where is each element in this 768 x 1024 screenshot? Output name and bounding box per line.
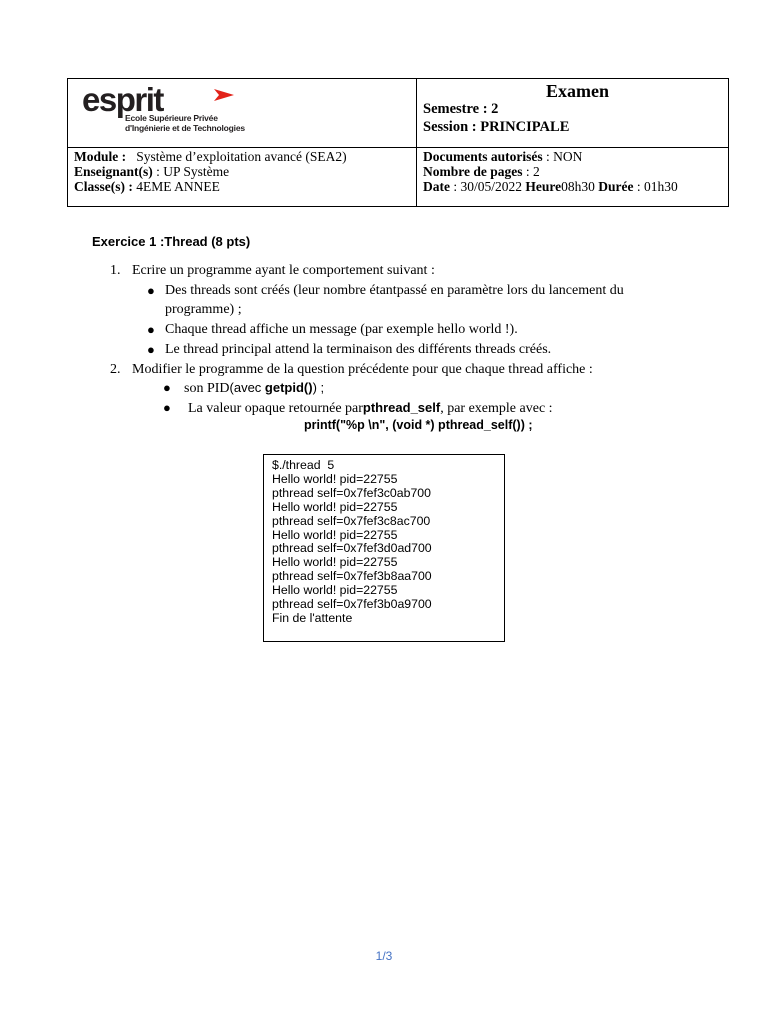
terminal-line: Fin de l'attente bbox=[272, 610, 353, 625]
enseignant-value: : UP Système bbox=[152, 164, 230, 179]
session-label: Session : PRINCIPALE bbox=[423, 119, 570, 135]
module-info-cell bbox=[68, 148, 417, 207]
enseignant-line bbox=[74, 164, 416, 179]
question-1-text: Ecrire un programme ayant le comportement suivant : bbox=[132, 263, 435, 278]
pages-label: Nombre de pages bbox=[423, 164, 523, 179]
documents-label: Documents autorisés bbox=[423, 149, 543, 164]
bullet-icon: ● bbox=[147, 342, 155, 357]
page-number: 1/3 bbox=[375, 949, 393, 963]
documents-line bbox=[423, 149, 728, 164]
getpid-text: getpid() bbox=[264, 380, 313, 395]
question-2-bullet-1 bbox=[184, 379, 324, 398]
terminal-line: pthread self=0x7fef3b0a9700 bbox=[272, 597, 432, 612]
bullet-icon: ● bbox=[163, 400, 171, 415]
logo-subtitle bbox=[125, 113, 245, 133]
logo-flag-icon bbox=[214, 89, 234, 101]
module-line bbox=[74, 149, 416, 164]
heure-label: Heure bbox=[525, 179, 562, 194]
heure-value: 08h30 bbox=[561, 179, 599, 194]
terminal-line: Hello world! pid=22755 bbox=[272, 499, 398, 514]
logo-subtitle-line-1: Ecole Supérieure Privée bbox=[125, 113, 218, 123]
module-label: Module : bbox=[74, 149, 127, 164]
semicolon-text: ) ; bbox=[312, 380, 325, 395]
terminal-line: Hello world! pid=22755 bbox=[272, 527, 398, 542]
semestre-label: Semestre : 2 bbox=[423, 101, 499, 117]
pages-value: : 2 bbox=[522, 164, 540, 179]
terminal-line: pthread self=0x7fef3c8ac700 bbox=[272, 513, 431, 528]
duree-label: Durée bbox=[598, 179, 634, 194]
terminal-line: $./thread 5 bbox=[272, 458, 335, 472]
terminal-output-box bbox=[263, 454, 505, 642]
bullet-icon: ● bbox=[147, 283, 155, 298]
date-line bbox=[423, 179, 728, 194]
question-1-number: 1. bbox=[110, 263, 121, 278]
logo-word: esprit bbox=[82, 81, 163, 118]
date-label: Date bbox=[423, 179, 450, 194]
par-exemple-text: , par exemple avec : bbox=[440, 401, 553, 416]
terminal-line: Hello world! pid=22755 bbox=[272, 471, 398, 486]
question-1-bullet-3: Le thread principal attend la terminaison des différents threads créés. bbox=[165, 342, 552, 357]
pid-text: son PID bbox=[184, 381, 230, 396]
question-1-bullet-1-line-2: programme) ; bbox=[165, 302, 242, 317]
date-value: : 30/05/2022 bbox=[450, 179, 526, 194]
documents-value: : NON bbox=[542, 149, 583, 164]
terminal-line: Hello world! pid=22755 bbox=[272, 555, 398, 570]
enseignant-label: Enseignant(s) bbox=[74, 164, 153, 179]
question-2-number: 2. bbox=[110, 362, 121, 377]
terminal-line: pthread self=0x7fef3b8aa700 bbox=[272, 569, 432, 584]
classe-label: Classe(s) : bbox=[74, 179, 133, 194]
question-1-bullet-2: Chaque thread affiche un message (par exemple hello world !). bbox=[165, 322, 518, 337]
terminal-line: Hello world! pid=22755 bbox=[272, 583, 398, 598]
exam-title: Examen bbox=[546, 81, 609, 101]
pages-line bbox=[423, 164, 728, 179]
exam-header-table bbox=[67, 78, 729, 207]
exam-info-cell bbox=[417, 79, 729, 148]
module-value: Système d’exploitation avancé (SEA2) bbox=[136, 149, 347, 164]
esprit-logo bbox=[82, 81, 163, 118]
exercise-title: Exercice 1 :Thread (8 pts) bbox=[92, 234, 251, 249]
documents-info-cell bbox=[417, 148, 729, 207]
duree-value: : 01h30 bbox=[633, 179, 678, 194]
terminal-line: pthread self=0x7fef3c0ab700 bbox=[272, 485, 431, 500]
question-2-text: Modifier le programme de la question précédente pour que chaque thread affiche : bbox=[132, 362, 593, 377]
printf-code-line: printf("%p \n", (void *) pthread_self()) ; bbox=[304, 418, 533, 432]
logo-cell bbox=[68, 79, 417, 148]
bullet-icon: ● bbox=[147, 322, 155, 337]
bullet-icon: ● bbox=[163, 380, 171, 395]
question-2-bullet-2 bbox=[188, 399, 553, 418]
question-1-bullet-1-line-1: Des threads sont créés (leur nombre étantpassé en paramètre lors du lancement du bbox=[165, 283, 624, 298]
classe-line bbox=[74, 179, 416, 194]
opaque-value-text: La valeur opaque retournée par bbox=[188, 401, 363, 416]
pthread-self-text: pthread_self bbox=[362, 400, 441, 415]
logo-subtitle-line-2: d'Ingénierie et de Technologies bbox=[125, 123, 245, 133]
terminal-line: pthread self=0x7fef3d0ad700 bbox=[272, 541, 432, 556]
classe-value: 4EME ANNEE bbox=[132, 179, 220, 194]
avec-text: (avec bbox=[229, 380, 265, 395]
